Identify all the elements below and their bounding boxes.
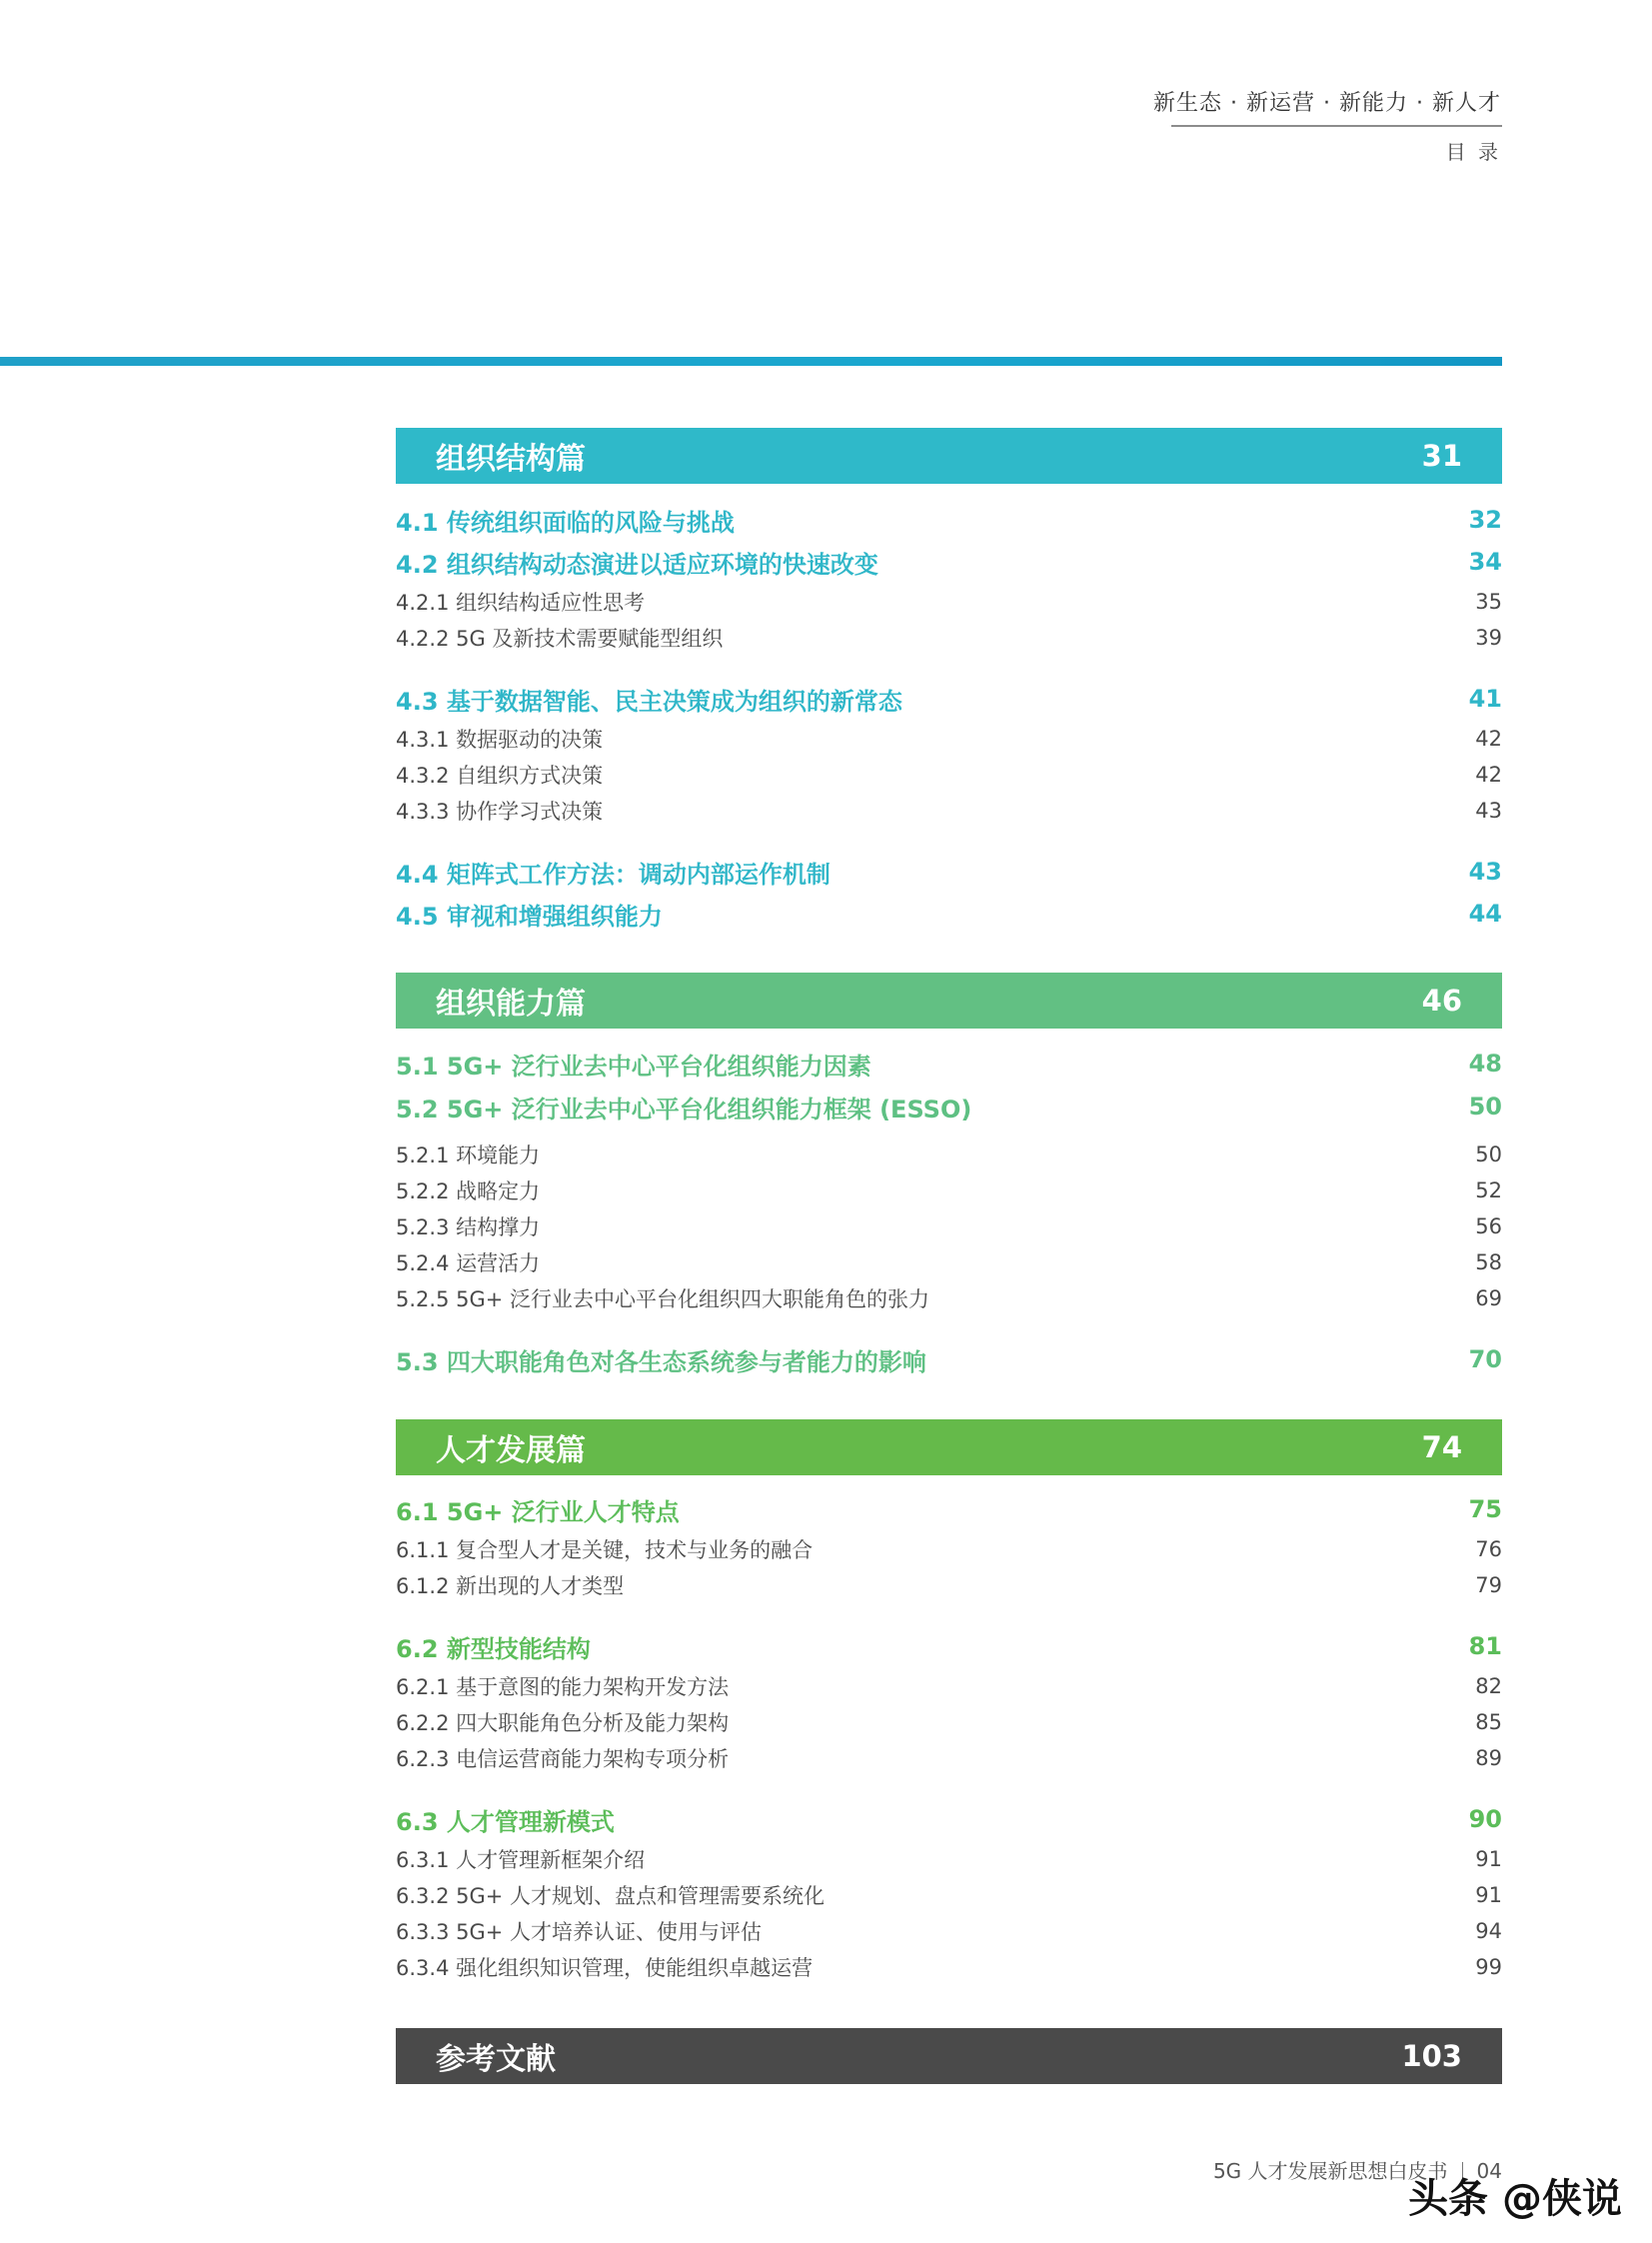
toc-subentry[interactable]: [396, 1705, 1502, 1739]
section-title: 参考文献: [436, 2042, 556, 2077]
toc-subentry[interactable]: [396, 1568, 1502, 1602]
toc-label: 6.3 人才管理新模式: [396, 1807, 615, 1836]
toc-page: 34: [1468, 548, 1502, 576]
toc-page: 42: [1475, 763, 1502, 787]
toc-subentry[interactable]: [396, 1532, 1502, 1566]
toc-subentry[interactable]: [396, 1741, 1502, 1775]
toc-subentry[interactable]: [396, 585, 1502, 619]
header-divider: [1171, 125, 1502, 127]
toc-page: 99: [1475, 1955, 1502, 1979]
section-title: 人才发展篇: [436, 1433, 586, 1468]
toc-label: 4.3.1 数据驱动的决策: [396, 728, 604, 752]
toc-page: 94: [1475, 1919, 1502, 1943]
watermark-text: 头条 @侠说: [1408, 2176, 1622, 2222]
toc-page: 76: [1475, 1537, 1502, 1561]
toc-page: 91: [1475, 1883, 1502, 1907]
toc-page: 79: [1475, 1573, 1502, 1597]
section-page: 103: [1401, 2039, 1462, 2073]
toc-page: 50: [1468, 1093, 1502, 1121]
toc-label: 5.2.5 5G+ 泛行业去中心平台化组织四大职能角色的张力: [396, 1287, 930, 1311]
section-title: 组织能力篇: [436, 987, 586, 1022]
section-page: 31: [1421, 439, 1462, 473]
toc-page: 52: [1475, 1178, 1502, 1202]
footer-page-number: 04: [1476, 2159, 1502, 2183]
toc-subentry[interactable]: [396, 1173, 1502, 1207]
toc-page: 56: [1475, 1214, 1502, 1238]
toc-page: 91: [1475, 1847, 1502, 1871]
toc-label: 4.3 基于数据智能、民主决策成为组织的新常态: [396, 687, 902, 716]
toc-page: 70: [1468, 1345, 1502, 1373]
toc-page: 32: [1468, 506, 1502, 534]
toc-subentry[interactable]: [396, 621, 1502, 655]
toc-page: 69: [1475, 1286, 1502, 1310]
toc-entry[interactable]: [396, 1088, 1502, 1125]
toc-entry[interactable]: [396, 853, 1502, 891]
toc-entry[interactable]: [396, 501, 1502, 539]
toc-page: 44: [1468, 900, 1502, 928]
toc-page: 41: [1468, 685, 1502, 713]
footer-doc-title: 5G 人才发展新思想白皮书: [1212, 2159, 1448, 2183]
toc-entry[interactable]: [396, 680, 1502, 718]
section-header-references[interactable]: [396, 2028, 1502, 2084]
toc-subentry[interactable]: [396, 1209, 1502, 1243]
toc-label: 5.2.1 环境能力: [396, 1143, 541, 1167]
toc-label: 6.1 5G+ 泛行业人才特点: [396, 1497, 680, 1526]
toc-subentry[interactable]: [396, 722, 1502, 756]
toc-label: 5.1 5G+ 泛行业去中心平台化组织能力因素: [396, 1052, 871, 1081]
toc-entry[interactable]: [396, 543, 1502, 581]
toc-label: 5.3 四大职能角色对各生态系统参与者能力的影响: [396, 1347, 926, 1376]
toc-subentry[interactable]: [396, 1842, 1502, 1876]
toc-label: 6.1.1 复合型人才是关键，技术与业务的融合: [396, 1538, 814, 1562]
toc-label: 6.2.3 电信运营商能力架构专项分析: [396, 1747, 730, 1771]
toc-page: 82: [1475, 1674, 1502, 1698]
toc-entry[interactable]: [396, 1800, 1502, 1838]
toc-label: 6.3.1 人才管理新框架介绍: [396, 1848, 646, 1872]
toc-page: 85: [1475, 1710, 1502, 1734]
section-page: 46: [1421, 984, 1462, 1018]
toc-page: 43: [1475, 799, 1502, 823]
toc-label: 4.1 传统组织面临的风险与挑战: [396, 508, 735, 537]
toc-subentry[interactable]: [396, 1245, 1502, 1279]
toc-subentry[interactable]: [396, 1878, 1502, 1912]
toc-page: 43: [1468, 858, 1502, 886]
toc-label: 4.2.1 组织结构适应性思考: [396, 591, 646, 615]
toc-page: 75: [1468, 1495, 1502, 1523]
toc-page: 50: [1475, 1142, 1502, 1166]
toc-page: 39: [1475, 626, 1502, 650]
toc-subentry[interactable]: [396, 1914, 1502, 1948]
toc-page: 90: [1468, 1805, 1502, 1833]
toc-subentry[interactable]: [396, 1281, 1502, 1315]
toc-label: 6.2.1 基于意图的能力架构开发方法: [396, 1675, 730, 1699]
toc-label: 4.3.3 协作学习式决策: [396, 800, 604, 824]
toc-label: 5.2.4 运营活力: [396, 1251, 541, 1275]
section-header-talent-development[interactable]: [396, 1419, 1502, 1475]
section-header-org-capability[interactable]: [396, 973, 1502, 1029]
section-header-org-structure[interactable]: [396, 428, 1502, 484]
toc-subentry[interactable]: [396, 1950, 1502, 1984]
toc-label: 4.3.2 自组织方式决策: [396, 764, 604, 788]
toc-label: 5.2 5G+ 泛行业去中心平台化组织能力框架 (ESSO): [396, 1095, 972, 1123]
header-subtitle: 目 录: [1445, 140, 1501, 164]
toc-entry[interactable]: [396, 895, 1502, 933]
toc-label: 4.5 审视和增强组织能力: [396, 902, 663, 931]
toc-subentry[interactable]: [396, 758, 1502, 792]
toc-label: 6.1.2 新出现的人才类型: [396, 1574, 625, 1598]
toc-page: 42: [1475, 727, 1502, 751]
toc-entry[interactable]: [396, 1340, 1502, 1378]
section-page: 74: [1421, 1430, 1462, 1464]
toc-label: 4.2.2 5G 及新技术需要赋能型组织: [396, 627, 724, 651]
toc-label: 4.2 组织结构动态演进以适应环境的快速改变: [396, 550, 878, 579]
toc-page: 35: [1475, 590, 1502, 614]
toc-page: 81: [1468, 1632, 1502, 1660]
toc-entry[interactable]: [396, 1490, 1502, 1528]
toc-subentry[interactable]: [396, 1669, 1502, 1703]
header-title: 新生态 · 新运营 · 新能力 · 新人才: [1153, 91, 1501, 116]
toc-page: 89: [1475, 1746, 1502, 1770]
toc-label: 6.3.2 5G+ 人才规划、盘点和管理需要系统化: [396, 1884, 826, 1908]
toc-entry[interactable]: [396, 1045, 1502, 1083]
toc-label: 6.3.3 5G+ 人才培养认证、使用与评估: [396, 1920, 763, 1944]
toc-label: 5.2.3 结构撑力: [396, 1215, 541, 1239]
top-accent-bar: [0, 357, 1502, 366]
toc-label: 6.2 新型技能结构: [396, 1634, 591, 1663]
toc-label: 4.4 矩阵式工作方法：调动内部运作机制: [396, 860, 830, 889]
toc-label: 5.2.2 战略定力: [396, 1179, 541, 1203]
toc-subentry[interactable]: [396, 1137, 1502, 1171]
toc-subentry[interactable]: [396, 794, 1502, 828]
toc-label: 6.3.4 强化组织知识管理，使能组织卓越运营: [396, 1956, 814, 1980]
toc-label: 6.2.2 四大职能角色分析及能力架构: [396, 1711, 730, 1735]
toc-entry[interactable]: [396, 1627, 1502, 1665]
toc-page: 58: [1475, 1250, 1502, 1274]
section-title: 组织结构篇: [436, 442, 586, 477]
toc-page: 48: [1468, 1050, 1502, 1078]
